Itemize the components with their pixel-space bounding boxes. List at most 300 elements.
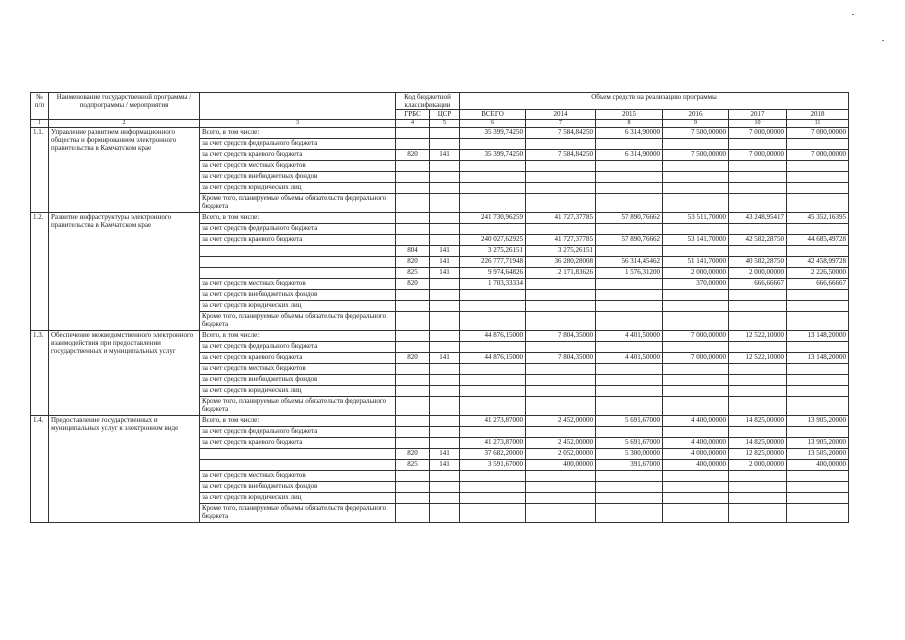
- header-code: Код бюджетной классификации: [396, 93, 460, 110]
- year-2018-cell: 13 148,20000: [787, 353, 849, 364]
- year-2017-cell: [729, 386, 787, 397]
- year-2014-cell: [526, 279, 596, 290]
- csr-cell: [430, 183, 460, 194]
- csr-cell: 141: [430, 150, 460, 161]
- year-2017-cell: [729, 172, 787, 183]
- year-2016-cell: 400,00000: [663, 460, 729, 471]
- grbs-cell: 825: [396, 460, 430, 471]
- year-2018-cell: [787, 290, 849, 301]
- year-2018-cell: 44 685,49728: [787, 235, 849, 246]
- year-2017-cell: 666,66667: [729, 279, 787, 290]
- year-2014-cell: [526, 493, 596, 504]
- header-csr: ЦСР: [430, 110, 460, 120]
- year-2015-cell: [596, 301, 663, 312]
- year-2014-cell: 36 280,28008: [526, 257, 596, 268]
- year-2018-cell: 2 226,50000: [787, 268, 849, 279]
- year-2018-cell: 666,66667: [787, 279, 849, 290]
- csr-cell: [430, 194, 460, 213]
- year-2015-cell: 4 401,50000: [596, 353, 663, 364]
- year-2015-cell: 57 890,76662: [596, 235, 663, 246]
- year-2017-cell: 2 000,00000: [729, 460, 787, 471]
- grbs-cell: [396, 493, 430, 504]
- year-2015-cell: [596, 375, 663, 386]
- csr-cell: [430, 504, 460, 523]
- table-row: [31, 331, 849, 342]
- grbs-cell: [396, 482, 430, 493]
- year-2017-cell: 14 825,00000: [729, 416, 787, 427]
- year-2015-cell: [596, 172, 663, 183]
- year-2015-cell: [596, 161, 663, 172]
- year-2015-cell: [596, 386, 663, 397]
- year-2016-cell: [663, 290, 729, 301]
- year-2016-cell: 7 000,00000: [663, 331, 729, 342]
- column-number: 4: [396, 120, 430, 128]
- column-number: 2: [49, 120, 200, 128]
- year-2015-cell: [596, 194, 663, 213]
- funding-source-cell: [200, 268, 396, 279]
- section-name: Развитие инфраструктуры электронного правительства в Камчатском крае: [49, 213, 200, 331]
- year-2015-cell: [596, 471, 663, 482]
- year-2015-cell: 5 691,67000: [596, 416, 663, 427]
- header-year: 2018: [787, 110, 849, 120]
- funding-source-cell: [200, 246, 396, 257]
- year-2015-cell: [596, 364, 663, 375]
- year-2017-cell: 14 825,00000: [729, 438, 787, 449]
- year-2018-cell: [787, 224, 849, 235]
- total-cell: [460, 183, 526, 194]
- year-2017-cell: [729, 427, 787, 438]
- funding-source-cell: [200, 257, 396, 268]
- year-2016-cell: 7 500,00000: [663, 150, 729, 161]
- year-2016-cell: 7 500,00000: [663, 128, 729, 139]
- year-2015-cell: 5 300,00000: [596, 449, 663, 460]
- year-2015-cell: [596, 493, 663, 504]
- year-2014-cell: 7 584,84250: [526, 128, 596, 139]
- year-2016-cell: 53 141,70000: [663, 235, 729, 246]
- funding-source-cell: за счет средств федерального бюджета: [200, 427, 396, 438]
- year-2017-cell: [729, 375, 787, 386]
- year-2018-cell: [787, 471, 849, 482]
- grbs-cell: 820: [396, 279, 430, 290]
- grbs-cell: [396, 397, 430, 416]
- year-2018-cell: 13 148,20000: [787, 331, 849, 342]
- funding-source-cell: за счет средств юридических лиц: [200, 493, 396, 504]
- year-2014-cell: [526, 139, 596, 150]
- grbs-cell: [396, 290, 430, 301]
- year-2014-cell: 7 584,84250: [526, 150, 596, 161]
- section-name: Обеспечение межведомственного электронного взаимодействия при предоставлении государственных и муниципальных услуг: [49, 331, 200, 416]
- year-2015-cell: [596, 279, 663, 290]
- grbs-cell: [396, 224, 430, 235]
- year-2017-cell: [729, 312, 787, 331]
- header-year: 2016: [663, 110, 729, 120]
- year-2014-cell: 3 275,26151: [526, 246, 596, 257]
- grbs-cell: [396, 331, 430, 342]
- year-2014-cell: 2 052,00000: [526, 449, 596, 460]
- year-2015-cell: [596, 397, 663, 416]
- total-cell: [460, 427, 526, 438]
- year-2015-cell: [596, 427, 663, 438]
- year-2017-cell: [729, 504, 787, 523]
- funding-source-cell: за счет средств юридических лиц: [200, 386, 396, 397]
- year-2015-cell: [596, 139, 663, 150]
- year-2017-cell: [729, 161, 787, 172]
- total-cell: [460, 224, 526, 235]
- year-2016-cell: [663, 301, 729, 312]
- year-2016-cell: [663, 246, 729, 257]
- funding-source-cell: за счет средств федерального бюджета: [200, 224, 396, 235]
- year-2017-cell: 2 000,00000: [729, 268, 787, 279]
- year-2018-cell: [787, 183, 849, 194]
- grbs-cell: [396, 386, 430, 397]
- year-2017-cell: 12 825,00000: [729, 449, 787, 460]
- year-2016-cell: [663, 386, 729, 397]
- year-2017-cell: [729, 364, 787, 375]
- csr-cell: [430, 482, 460, 493]
- funding-source-cell: за счет средств внебюджетных фондов: [200, 290, 396, 301]
- total-cell: [460, 172, 526, 183]
- year-2014-cell: [526, 312, 596, 331]
- year-2017-cell: [729, 493, 787, 504]
- total-cell: 241 730,96259: [460, 213, 526, 224]
- year-2015-cell: 57 890,76662: [596, 213, 663, 224]
- year-2017-cell: [729, 290, 787, 301]
- year-2016-cell: [663, 471, 729, 482]
- funding-source-cell: [200, 449, 396, 460]
- year-2015-cell: 6 314,90000: [596, 128, 663, 139]
- scan-speck: [852, 14, 854, 15]
- csr-cell: [430, 128, 460, 139]
- year-2015-cell: [596, 224, 663, 235]
- year-2014-cell: 41 727,37785: [526, 235, 596, 246]
- year-2014-cell: [526, 482, 596, 493]
- year-2014-cell: 2 452,00000: [526, 438, 596, 449]
- column-number: 8: [596, 120, 663, 128]
- year-2014-cell: [526, 375, 596, 386]
- grbs-cell: [396, 342, 430, 353]
- funding-source-cell: Всего, в том числе:: [200, 213, 396, 224]
- total-cell: [460, 471, 526, 482]
- csr-cell: [430, 172, 460, 183]
- total-cell: [460, 386, 526, 397]
- year-2016-cell: [663, 224, 729, 235]
- funding-source-cell: Кроме того, планируемые объемы обязательств федерального бюджета: [200, 397, 396, 416]
- funding-source-cell: Всего, в том числе:: [200, 416, 396, 427]
- grbs-cell: [396, 416, 430, 427]
- total-cell: 41 273,87000: [460, 438, 526, 449]
- year-2018-cell: 400,00000: [787, 460, 849, 471]
- grbs-cell: [396, 471, 430, 482]
- year-2016-cell: 2 000,00000: [663, 268, 729, 279]
- year-2014-cell: [526, 427, 596, 438]
- year-2016-cell: [663, 427, 729, 438]
- grbs-cell: [396, 301, 430, 312]
- year-2017-cell: 7 000,00000: [729, 128, 787, 139]
- total-cell: [460, 493, 526, 504]
- year-2016-cell: [663, 183, 729, 194]
- year-2014-cell: [526, 504, 596, 523]
- year-2014-cell: [526, 397, 596, 416]
- csr-cell: [430, 364, 460, 375]
- year-2017-cell: [729, 194, 787, 213]
- year-2014-cell: [526, 301, 596, 312]
- grbs-cell: [396, 183, 430, 194]
- year-2014-cell: [526, 194, 596, 213]
- funding-source-cell: за счет средств местных бюджетов: [200, 471, 396, 482]
- total-cell: [460, 301, 526, 312]
- funding-source-cell: за счет средств местных бюджетов: [200, 161, 396, 172]
- year-2018-cell: 13 905,20000: [787, 416, 849, 427]
- year-2018-cell: [787, 194, 849, 213]
- section-number: 1.1.: [31, 128, 49, 213]
- year-2014-cell: [526, 224, 596, 235]
- year-2018-cell: 13 905,20000: [787, 438, 849, 449]
- year-2016-cell: [663, 342, 729, 353]
- year-2018-cell: 7 000,00000: [787, 128, 849, 139]
- funding-source-cell: за счет средств внебюджетных фондов: [200, 375, 396, 386]
- year-2017-cell: 43 248,95417: [729, 213, 787, 224]
- year-2015-cell: [596, 482, 663, 493]
- year-2018-cell: 7 000,00000: [787, 150, 849, 161]
- total-cell: [460, 194, 526, 213]
- total-cell: 9 974,64826: [460, 268, 526, 279]
- year-2018-cell: 42 458,99728: [787, 257, 849, 268]
- grbs-cell: [396, 172, 430, 183]
- year-2018-cell: [787, 342, 849, 353]
- year-2015-cell: 6 314,90000: [596, 150, 663, 161]
- column-number: 7: [526, 120, 596, 128]
- year-2017-cell: [729, 342, 787, 353]
- grbs-cell: [396, 427, 430, 438]
- year-2015-cell: 4 401,50000: [596, 331, 663, 342]
- year-2016-cell: [663, 161, 729, 172]
- year-2014-cell: [526, 172, 596, 183]
- table-row: [31, 128, 849, 139]
- column-number: 9: [663, 120, 729, 128]
- grbs-cell: 804: [396, 246, 430, 257]
- year-2018-cell: [787, 493, 849, 504]
- total-cell: 3 275,26151: [460, 246, 526, 257]
- year-2017-cell: 7 000,00000: [729, 150, 787, 161]
- year-2018-cell: [787, 246, 849, 257]
- total-cell: 240 027,62925: [460, 235, 526, 246]
- column-number: 10: [729, 120, 787, 128]
- header-grbs: ГРБС: [396, 110, 430, 120]
- funding-source-cell: за счет средств внебюджетных фондов: [200, 172, 396, 183]
- grbs-cell: 825: [396, 268, 430, 279]
- header-blank: [200, 93, 396, 120]
- total-cell: 44 876,15000: [460, 331, 526, 342]
- year-2016-cell: [663, 139, 729, 150]
- funding-source-cell: за счет средств федерального бюджета: [200, 139, 396, 150]
- year-2017-cell: [729, 139, 787, 150]
- year-2016-cell: [663, 504, 729, 523]
- csr-cell: [430, 224, 460, 235]
- grbs-cell: 820: [396, 353, 430, 364]
- csr-cell: [430, 471, 460, 482]
- scan-speck: [882, 40, 884, 41]
- total-cell: 44 876,15000: [460, 353, 526, 364]
- year-2018-cell: [787, 172, 849, 183]
- grbs-cell: [396, 161, 430, 172]
- year-2016-cell: [663, 312, 729, 331]
- grbs-cell: [396, 438, 430, 449]
- year-2016-cell: [663, 194, 729, 213]
- year-2017-cell: 12 522,10000: [729, 353, 787, 364]
- csr-cell: [430, 375, 460, 386]
- funding-source-cell: за счет средств краевого бюджета: [200, 235, 396, 246]
- csr-cell: 141: [430, 460, 460, 471]
- year-2017-cell: [729, 397, 787, 416]
- budget-table: [30, 92, 849, 523]
- year-2017-cell: 42 582,28750: [729, 235, 787, 246]
- column-number: 3: [200, 120, 396, 128]
- year-2018-cell: [787, 364, 849, 375]
- grbs-cell: [396, 194, 430, 213]
- grbs-cell: 820: [396, 449, 430, 460]
- table-body: [31, 128, 849, 523]
- csr-cell: 141: [430, 257, 460, 268]
- table-header: [31, 93, 849, 128]
- year-2015-cell: [596, 312, 663, 331]
- year-2018-cell: 13 505,20000: [787, 449, 849, 460]
- table-row: [31, 213, 849, 224]
- year-2016-cell: 370,00000: [663, 279, 729, 290]
- year-2018-cell: [787, 312, 849, 331]
- total-cell: [460, 482, 526, 493]
- funding-source-cell: за счет средств краевого бюджета: [200, 150, 396, 161]
- funding-source-cell: Всего, в том числе:: [200, 128, 396, 139]
- year-2014-cell: 2 452,00000: [526, 416, 596, 427]
- column-number: 11: [787, 120, 849, 128]
- csr-cell: [430, 161, 460, 172]
- funding-source-cell: за счет средств внебюджетных фондов: [200, 482, 396, 493]
- grbs-cell: [396, 139, 430, 150]
- grbs-cell: [396, 128, 430, 139]
- csr-cell: [430, 397, 460, 416]
- year-2017-cell: [729, 224, 787, 235]
- total-cell: 41 273,87000: [460, 416, 526, 427]
- funding-source-cell: за счет средств местных бюджетов: [200, 279, 396, 290]
- grbs-cell: [396, 364, 430, 375]
- column-number: 6: [460, 120, 526, 128]
- csr-cell: [430, 301, 460, 312]
- year-2016-cell: 4 400,00000: [663, 438, 729, 449]
- grbs-cell: [396, 312, 430, 331]
- csr-cell: 141: [430, 246, 460, 257]
- year-2016-cell: 4 400,00000: [663, 416, 729, 427]
- year-2017-cell: 40 582,28750: [729, 257, 787, 268]
- year-2015-cell: 1 576,31200: [596, 268, 663, 279]
- total-cell: [460, 397, 526, 416]
- section-name: Предоставление государственных и муниципальных услуг в электронном виде: [49, 416, 200, 523]
- grbs-cell: 820: [396, 150, 430, 161]
- csr-cell: 141: [430, 268, 460, 279]
- total-cell: 35 399,74250: [460, 128, 526, 139]
- year-2016-cell: 51 141,70000: [663, 257, 729, 268]
- year-2014-cell: 7 804,35000: [526, 353, 596, 364]
- total-cell: 35 399,74250: [460, 150, 526, 161]
- year-2018-cell: 45 352,16395: [787, 213, 849, 224]
- year-2016-cell: 53 511,70000: [663, 213, 729, 224]
- year-2017-cell: 12 522,10000: [729, 331, 787, 342]
- year-2016-cell: [663, 375, 729, 386]
- csr-cell: [430, 290, 460, 301]
- csr-cell: [430, 427, 460, 438]
- csr-cell: [430, 493, 460, 504]
- grbs-cell: [396, 235, 430, 246]
- year-2017-cell: [729, 246, 787, 257]
- year-2014-cell: [526, 471, 596, 482]
- year-2016-cell: [663, 172, 729, 183]
- csr-cell: [430, 312, 460, 331]
- total-cell: [460, 504, 526, 523]
- year-2016-cell: 4 000,00000: [663, 449, 729, 460]
- total-cell: [460, 290, 526, 301]
- year-2018-cell: [787, 139, 849, 150]
- funding-source-cell: Всего, в том числе:: [200, 331, 396, 342]
- grbs-cell: [396, 504, 430, 523]
- total-cell: 37 682,20000: [460, 449, 526, 460]
- table-row: [31, 416, 849, 427]
- year-2014-cell: 41 727,37785: [526, 213, 596, 224]
- year-2016-cell: [663, 397, 729, 416]
- total-cell: [460, 364, 526, 375]
- funding-source-cell: Кроме того, планируемые объемы обязательств федерального бюджета: [200, 312, 396, 331]
- csr-cell: 141: [430, 449, 460, 460]
- csr-cell: [430, 438, 460, 449]
- year-2018-cell: [787, 427, 849, 438]
- year-2016-cell: 7 000,00000: [663, 353, 729, 364]
- column-number-row: [31, 120, 849, 128]
- csr-cell: 141: [430, 353, 460, 364]
- year-2014-cell: 7 804,35000: [526, 331, 596, 342]
- csr-cell: [430, 386, 460, 397]
- header-year: 2014: [526, 110, 596, 120]
- total-cell: 226 777,71948: [460, 257, 526, 268]
- year-2016-cell: [663, 493, 729, 504]
- total-cell: [460, 161, 526, 172]
- funding-source-cell: [200, 460, 396, 471]
- funding-source-cell: за счет средств местных бюджетов: [200, 364, 396, 375]
- year-2015-cell: [596, 342, 663, 353]
- funding-source-cell: Кроме того, планируемые объемы обязательств федерального бюджета: [200, 194, 396, 213]
- year-2018-cell: [787, 375, 849, 386]
- year-2018-cell: [787, 482, 849, 493]
- header-name: Наименование государственной программы / подпрограммы / мероприятия: [49, 93, 200, 120]
- year-2017-cell: [729, 183, 787, 194]
- grbs-cell: [396, 375, 430, 386]
- year-2014-cell: 2 171,83626: [526, 268, 596, 279]
- year-2018-cell: [787, 386, 849, 397]
- year-2018-cell: [787, 397, 849, 416]
- year-2014-cell: [526, 342, 596, 353]
- header-num: № п/п: [31, 93, 49, 120]
- column-number: 5: [430, 120, 460, 128]
- funding-source-cell: за счет средств федерального бюджета: [200, 342, 396, 353]
- year-2017-cell: [729, 301, 787, 312]
- year-2015-cell: [596, 290, 663, 301]
- year-2014-cell: [526, 161, 596, 172]
- section-number: 1.2.: [31, 213, 49, 331]
- grbs-cell: 820: [396, 257, 430, 268]
- funding-source-cell: за счет средств юридических лиц: [200, 183, 396, 194]
- total-cell: 1 703,33334: [460, 279, 526, 290]
- total-cell: [460, 375, 526, 386]
- year-2017-cell: [729, 471, 787, 482]
- year-2015-cell: 391,67000: [596, 460, 663, 471]
- year-2015-cell: 5 691,67000: [596, 438, 663, 449]
